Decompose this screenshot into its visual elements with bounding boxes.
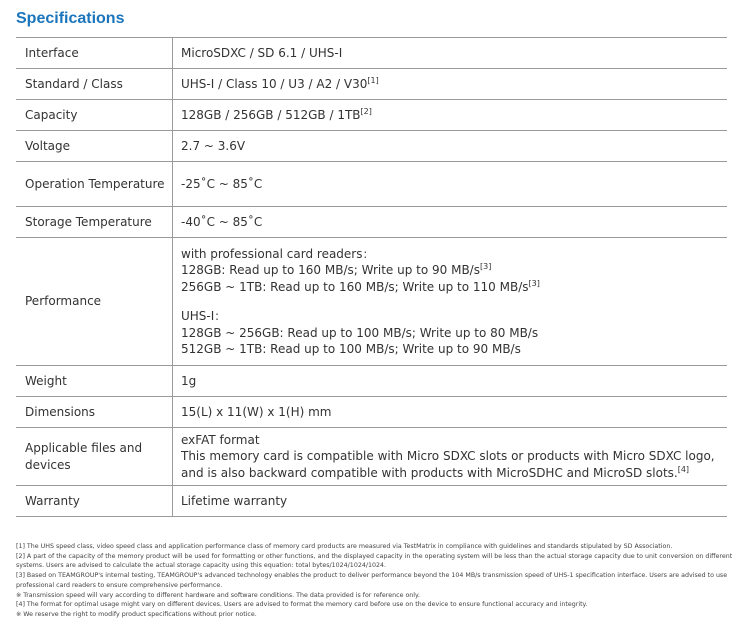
spec-value — [173, 486, 728, 517]
spec-value-text: UHS-I / Class 10 / U3 / A2 / V30 — [181, 76, 368, 91]
spec-row-voltage — [16, 131, 727, 162]
spec-label: Capacity — [16, 100, 173, 131]
footnote-ref: [3] — [528, 278, 540, 288]
spec-row-weight — [16, 366, 727, 397]
performance-uhs-line: 128GB ~ 256GB: Read up to 100 MB/s; Write up to 80 MB/s — [181, 325, 539, 340]
spec-value — [173, 428, 728, 486]
spec-value-text: -40˚C ~ 85˚C — [181, 214, 263, 229]
spec-value — [173, 131, 728, 162]
performance-uhs-line: 512GB ~ 1TB: Read up to 100 MB/s; Write up to 90 MB/s — [181, 342, 521, 356]
spec-value-text: Lifetime warranty — [181, 493, 288, 508]
spec-row-storage-temperature — [16, 207, 727, 238]
spec-value-text: 128GB / 256GB / 512GB / 1TB — [181, 107, 361, 122]
performance-pro-header: with professional card readers： — [181, 246, 375, 261]
spec-value-text: 2.7 ~ 3.6V — [181, 138, 246, 153]
spec-row-performance — [16, 238, 727, 366]
spec-label: Dimensions — [16, 397, 173, 428]
spec-label: Storage Temperature — [16, 207, 173, 238]
spec-label: Operation Temperature — [16, 162, 173, 207]
spec-row-interface — [16, 38, 727, 69]
spec-label: Standard / Class — [16, 69, 173, 100]
spec-value-text: 15(L) x 11(W) x 1(H) mm — [181, 404, 332, 419]
spec-value-text: -25˚C ~ 85˚C — [181, 176, 263, 191]
spec-value-text: 1g — [181, 373, 197, 388]
footnote: [2] A part of the capacity of the memory product will be used for formatting or other functions, and the displayed capacity in the operating system will be less than the actual storage capacity due to unit conversion on different systems. Users are advised to calculate the actual storage capacity using this equation: total bytes/1024/1024/1024. — [16, 552, 733, 570]
spacer — [181, 295, 721, 308]
spec-value — [173, 100, 728, 131]
spec-label: Applicable files and devices — [16, 428, 173, 486]
applicable-compatibility — [181, 448, 721, 481]
spec-value — [173, 69, 728, 100]
spec-row-operation-temperature — [16, 162, 727, 207]
page-title: Specifications — [16, 10, 125, 27]
performance-pro-line-text: 256GB ~ 1TB: Read up to 160 MB/s; Write up to 110 MB/s — [181, 279, 529, 294]
spec-row-capacity — [16, 100, 727, 131]
spec-value — [173, 238, 728, 366]
spec-label: Performance — [16, 238, 173, 366]
footnote-ref: [2] — [360, 106, 372, 116]
spec-table — [16, 37, 727, 517]
spec-value — [173, 38, 728, 69]
applicable-format: exFAT format — [181, 432, 260, 447]
footnote-ref: [1] — [367, 75, 379, 85]
footnote: [4] The format for optimal usage might vary on different devices. Users are advised to format the memory card before use on the device to ensure functional accuracy and integrity. — [16, 601, 588, 609]
footnote: [3] Based on TEAMGROUP's internal testing, TEAMGROUP's advanced technology enables the product to deliver performance beyond the 104 MB/s transmission speed of UHS-1 specification interface. Users are advised to use professional card readers to ensure comprehensive performance. — [16, 572, 728, 589]
spec-label: Warranty — [16, 486, 173, 517]
footnote: ※ Transmission speed will vary according to different hardware and software conditions. The data provided is for reference only. — [16, 591, 420, 599]
footnotes — [16, 542, 744, 620]
spec-value — [173, 162, 728, 207]
spec-label: Interface — [16, 38, 173, 69]
spec-label: Voltage — [16, 131, 173, 162]
spec-value — [173, 366, 728, 397]
applicable-compatibility-text: This memory card is compatible with Micro SDXC slots or products with Micro SDXC logo, and is also backward compatible with products with MicroSDHC and MicroSD slots. — [181, 449, 715, 480]
footnote: [1] The UHS speed class, video speed class and application performance class of memory card products are measured via TestMatrix in compliance with guidelines and standards stipulated by SD Association. — [16, 543, 673, 550]
performance-uhs-header: UHS-I： — [181, 309, 227, 323]
spec-row-applicable-files — [16, 428, 727, 486]
spec-row-dimensions — [16, 397, 727, 428]
spec-row-standard-class — [16, 69, 727, 100]
spec-value — [173, 207, 728, 238]
performance-pro-line-text: 128GB: Read up to 160 MB/s; Write up to 90 MB/s — [181, 263, 480, 277]
footnote: ※ We reserve the right to modify product specifications without prior notice. — [16, 610, 257, 618]
spec-label: Weight — [16, 366, 173, 397]
spec-row-warranty — [16, 486, 727, 517]
performance-pro-line — [181, 262, 721, 279]
spec-value-text: MicroSDXC / SD 6.1 / UHS-I — [181, 45, 343, 60]
spec-value — [173, 397, 728, 428]
performance-pro-line — [181, 279, 721, 296]
footnote-ref: [3] — [479, 262, 492, 271]
footnote-ref: [4] — [677, 464, 690, 474]
